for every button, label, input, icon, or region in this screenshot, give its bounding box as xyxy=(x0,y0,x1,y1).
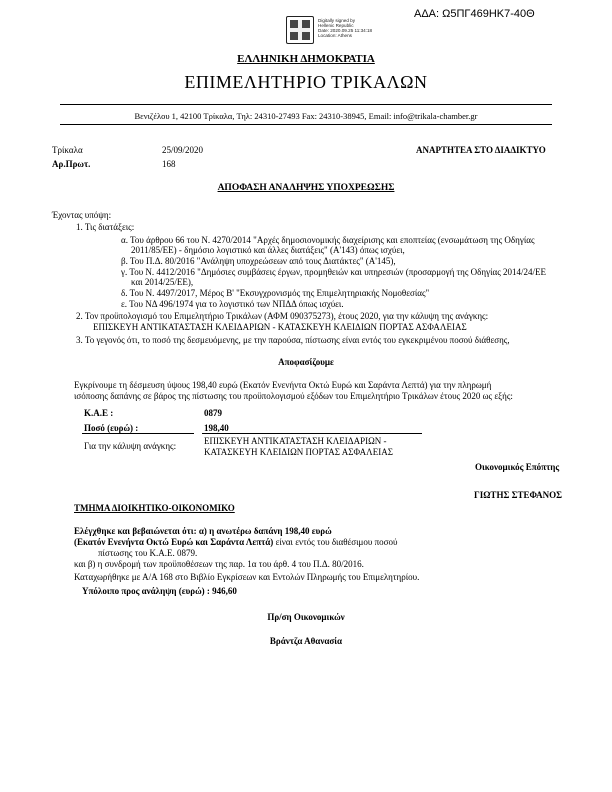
ada-code: ΑΔΑ: Ω5ΠΓ469ΗΚ7-40Θ xyxy=(414,8,535,20)
item-1a: α. Του άρθρου 66 του Ν. 4270/2014 "Αρχές δημοσιονομικής διαχείρισης και εποπτείας (ενσωμάτωση της Οδηγίας xyxy=(121,235,535,245)
publish-note: ΑΝΑΡΤΗΤΕΑ ΣΤΟ ΔΙΑΔΙΚΤΥΟ xyxy=(416,145,546,155)
kae-label: Κ.Α.Ε : xyxy=(84,408,114,418)
item-1c-cont: και 2014/25/ΕΕ), xyxy=(131,277,194,287)
signature-line: Date: 2020.09.25 11:34:18 xyxy=(318,28,373,33)
approval-line-1: Εγκρίνουμε τη δέσμευση ύψους 198,40 ευρώ (Εκατόν Ενενήντα Οκτώ Ευρώ και Σαράντα Λεπτά) για την πληρωμή xyxy=(74,380,492,390)
verify-line-2-rest: είναι εντός του διαθέσιμου ποσού xyxy=(273,537,398,547)
digital-signature xyxy=(318,18,372,38)
kae-value: 0879 xyxy=(204,408,222,418)
protocol-number: 168 xyxy=(162,159,176,169)
header-divider xyxy=(60,104,552,105)
supervisor-title: Οικονομικός Επόπτης xyxy=(475,462,560,472)
address-divider xyxy=(60,124,552,125)
verify-line-4: και β) η συνδρομή των προϋποθέσεων της παρ. 1α του άρθ. 4 του Π.Δ. 80/2016. xyxy=(74,559,364,569)
item-2-need: ΕΠΙΣΚΕΥΗ ΑΝΤΙΚΑΤΑΣΤΑΣΗ ΚΛΕΙΔΑΡΙΩΝ - ΚΑΤΑΣΚΕΥΗ ΚΛΕΙΔΙΩΝ ΠΟΡΤΑΣ ΑΣΦΑΛΕΙΑΣ xyxy=(93,322,467,332)
item-1b: β. Του Π.Δ. 80/2016 "Ανάληψη υποχρεώσεων από τους Διατάκτες" (Α'145), xyxy=(121,256,396,266)
need-value-1: ΕΠΙΣΚΕΥΗ ΑΝΤΙΚΑΤΑΣΤΑΣΗ ΚΛΕΙΔΑΡΙΩΝ - xyxy=(204,436,387,446)
item-1c: γ. Του Ν. 4412/2016 "Δημόσιες συμβάσεις έργων, προμηθειών και υπηρεσιών (προσαρμογή της Οδηγίας 2014/24/ΕΕ xyxy=(121,267,547,277)
need-value-2: ΚΑΤΑΣΚΕΥΗ ΚΛΕΙΔΙΩΝ ΠΟΡΤΑΣ ΑΣΦΑΛΕΙΑΣ xyxy=(204,447,393,457)
verify-line-1: Ελέγχθηκε και βεβαιώνεται ότι: α) η ανωτέρω δαπάνη 198,40 ευρώ xyxy=(74,526,332,536)
country-heading: ΕΛΛΗΝΙΚΗ ΔΗΜΟΚΡΑΤΙΑ xyxy=(237,53,375,65)
address-line: Βενιζέλου 1, 42100 Τρίκαλα, Τηλ: 24310-27493 Fax: 24310-38945, Email: info@trikala-chamber.gr xyxy=(134,111,478,121)
signature-line: Location: Athens xyxy=(318,33,352,38)
verify-line-2 xyxy=(74,537,397,547)
verify-line-2-bold: (Εκατόν Ενενήντα Οκτώ Ευρώ και Σαράντα Λεπτά) xyxy=(74,537,274,547)
label-underline xyxy=(82,433,194,434)
emblem-icon xyxy=(286,16,314,44)
finance-head-name: Βράντζα Αθανασία xyxy=(269,636,343,646)
signature-line: Digitally signed by xyxy=(318,18,356,23)
decision-title: ΑΠΟΦΑΣΗ ΑΝΑΛΗΨΗΣ ΥΠΟΧΡΕΩΣΗΣ xyxy=(217,183,395,193)
item-3: 3. Το γεγονός ότι, το ποσό της δεσμευόμενης, με την παρούσα, πίστωσης είναι εντός του εγκεκριμένου ποσού διάθεσης, xyxy=(76,335,510,345)
item-1e: ε. Του ΝΔ 496/1974 για το λογιστικό των ΝΠΔΔ όπως ισχύει. xyxy=(121,299,344,309)
decide-heading: Αποφασίζουμε xyxy=(278,357,334,367)
item-1d: δ. Του Ν. 4497/2017, Μέρος Β' "Εκσυγχρονισμός της Επιμελητηριακής Νομοθεσίας" xyxy=(121,288,430,298)
considering-label: Έχοντας υπόψη: xyxy=(52,210,112,220)
item-2: 2. Τον προϋπολογισμό του Επιμελητήριο Τρικάλων (ΑΦΜ 090375273), έτους 2020, για την κάλυψη της ανάγκης: xyxy=(76,311,489,321)
protocol-label: Αρ.Πρωτ. xyxy=(52,159,91,169)
verify-line-5: Καταχωρήθηκε με Α/Α 168 στο Βιβλίο Εγκρίσεων και Εντολών Πληρωμής του Επιμελητηρίου. xyxy=(74,572,420,582)
amount-label: Ποσό (ευρώ) : xyxy=(84,423,139,433)
finance-head-title: Πρ/ση Οικονομικών xyxy=(267,612,345,622)
need-label: Για την κάλυψη ανάγκης: xyxy=(84,441,177,451)
value-underline xyxy=(202,433,422,434)
approval-line-2: ισόποσης δαπάνης σε βάρος της πίστωσης του προϋπολογισμού εξόδων του Επιμελητήριο Τρικάλων έτους 2020 ως εξής: xyxy=(74,391,513,401)
item-1a-cont: 2011/85/ΕΕ) - δημόσιο λογιστικό και άλλες διατάξεις" (Α'143) όπως ισχύει, xyxy=(131,245,405,255)
item-1: 1. Τις διατάξεις: xyxy=(76,222,135,232)
supervisor-name: ΓΙΩΤΗΣ ΣΤΕΦΑΝΟΣ xyxy=(474,490,563,500)
signature-line: Hellenic Republic xyxy=(318,23,354,28)
verify-line-3: πίστωσης του Κ.Α.Ε. 0879. xyxy=(98,548,198,558)
amount-value: 198,40 xyxy=(204,423,229,433)
place: Τρίκαλα xyxy=(52,145,83,155)
remaining-balance: Υπόλοιπο προς ανάληψη (ευρώ) : 946,60 xyxy=(82,586,237,596)
chamber-name: ΕΠΙΜΕΛΗΤΗΡΙΟ ΤΡΙΚΑΛΩΝ xyxy=(184,72,428,92)
date: 25/09/2020 xyxy=(162,145,204,155)
section-heading: ΤΜΗΜΑ ΔΙΟΙΚΗΤΙΚΟ-ΟΙΚΟΝΟΜΙΚΟ xyxy=(74,503,235,513)
